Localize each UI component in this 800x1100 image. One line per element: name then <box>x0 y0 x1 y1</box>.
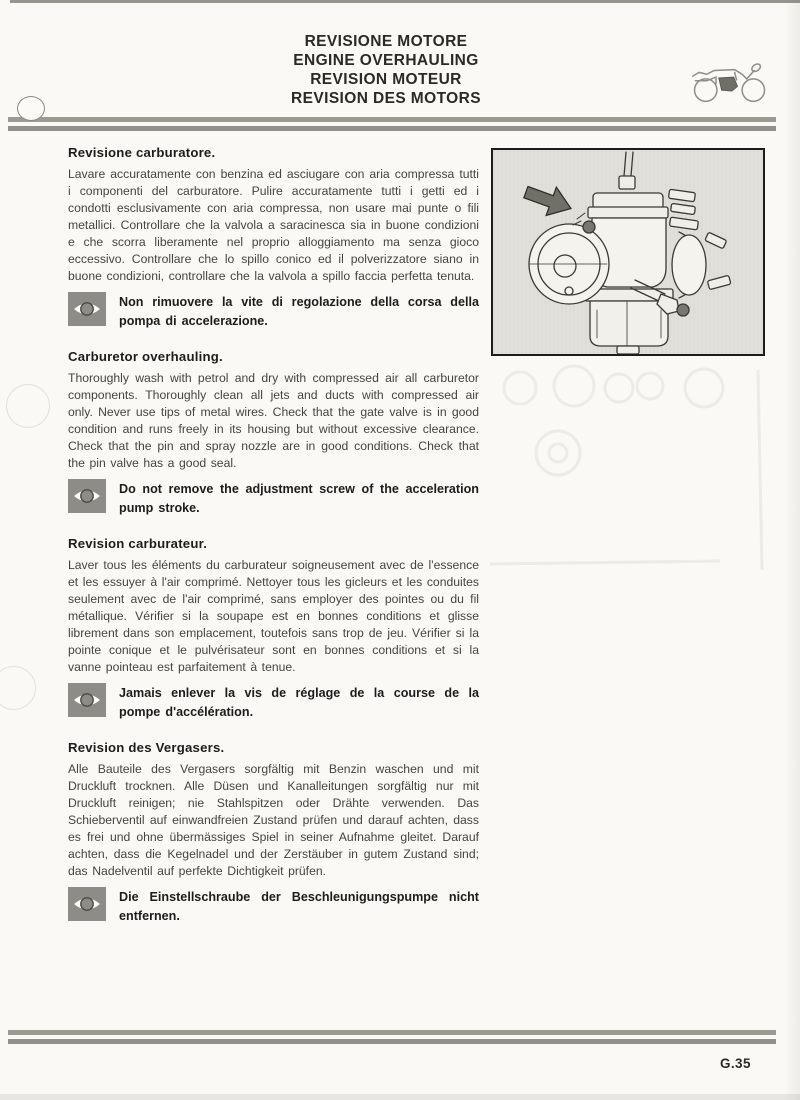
title-line-italian: REVISIONE MOTORE <box>304 33 468 50</box>
warning-note-text: Do not remove the adjustment screw of the acceleration pump stroke. <box>119 482 479 515</box>
warning-note-text: Non rimuovere la vite di regolazione della corsa della pompa di accelerazione. <box>119 295 479 328</box>
page-number: G.35 <box>720 1056 751 1071</box>
footer-divider-bar <box>8 1030 776 1035</box>
section-italian <box>68 144 479 331</box>
motorcycle-icon <box>686 50 774 106</box>
section-heading: Revision carburateur. <box>68 536 208 551</box>
punch-hole <box>0 666 36 710</box>
eye-icon <box>68 683 106 717</box>
section-heading: Revisione carburatore. <box>68 145 216 160</box>
section-body: Lavare accuratamente con benzina ed asciugare con aria compressa tutti i componenti del carburatore. Pulire accuratamente tutti i getti ed i condotti esclusivamente con aria compressa, non usare mai punte o fili metallici. Controllare che la valvola a saracinesca sia in buone condizioni e che scorra liberamente nel proprio alloggiamento ma senza gioco eccessivo. Controllare che lo spillo conico ed il polverizzatore siano in buone condizioni, controllare che la valvola a spillo faccia perfetta tenuta. <box>68 167 479 283</box>
section-german <box>68 739 479 926</box>
warning-note-text: Die Einstellschraube der Beschleunigungspumpe nicht entfernen. <box>119 890 479 923</box>
warning-note <box>68 292 479 331</box>
footer-divider-bar <box>8 1039 776 1044</box>
warning-note <box>68 479 479 518</box>
section-french <box>68 535 479 722</box>
section-heading: Revision des Vergasers. <box>68 740 225 755</box>
eye-icon <box>68 479 106 513</box>
page-bleed-through <box>488 358 788 588</box>
section-english <box>68 348 479 518</box>
warning-note-text: Jamais enlever la vis de réglage de la course de la pompe d'accélération. <box>119 686 479 719</box>
arrow-icon <box>521 178 576 223</box>
carburetor-drawing <box>493 150 763 354</box>
warning-note <box>68 683 479 722</box>
header-divider-bar <box>8 117 776 122</box>
title-line-english: ENGINE OVERHAULING <box>293 52 479 69</box>
section-body: Laver tous les éléments du carburateur soigneusement avec de l'essence et les essuyer à l'air comprimé. Nettoyer tous les gicleurs et les conduites seulement avec de l'air comprimé, sans employer des pointes ou du fil métallique. Vérifier si la soupape est en bonnes conditions et glisse librement dans son emplacement, toutefois sans trop de jeu. Vérifier si la pointe conique et le pulvérisateur sont en bonnes conditions et si la vanne pointeau est parfaitement à tenue. <box>68 558 479 674</box>
punch-hole <box>17 96 45 121</box>
scan-edge-right <box>784 0 800 1100</box>
title-line-french: REVISION MOTEUR <box>310 71 462 88</box>
section-body: Alle Bauteile des Vergasers sorgfältig mit Benzin waschen und mit Druckluft trocknen. Alle Düsen und Kanalleitungen sorgfältig nur mit Druckluft reinigen; nie Stahlspitzen oder Drähte verwenden. Das Schieberventil auf einwandfreien Zustand prüfen und darauf achten, dass es frei und ohne übermässiges Spiel in seiner Aufnahme gleitet. Darauf achten, dass die Kegelnadel und der Zerstäuber in gutem Zustand sind; das Nadelventil auf perfekte Dichtigkeit prüfen. <box>68 762 479 878</box>
warning-note <box>68 887 479 926</box>
header-divider-bar <box>8 126 776 131</box>
page-title <box>0 32 772 108</box>
scan-edge-bottom <box>0 1094 800 1100</box>
section-body: Thoroughly wash with petrol and dry with compressed air all carburetor components. Thoroughly clean all jets and ducts with compressed air only. Never use tips of metal wires. Check that the gate valve is in good condition and runs freely in its housing but without excessive clearance. Check that the pin and spray nozzle are in good conditions. Check that the pin valve has a good seal. <box>68 371 479 470</box>
title-line-german: REVISION DES MOTORS <box>291 90 481 107</box>
top-rule <box>10 0 800 3</box>
carburetor-figure <box>491 148 765 356</box>
engine-silhouette <box>719 77 738 91</box>
punch-hole <box>6 384 50 428</box>
section-heading: Carburetor overhauling. <box>68 349 223 364</box>
text-column <box>68 144 479 943</box>
eye-icon <box>68 292 106 326</box>
eye-icon <box>68 887 106 921</box>
